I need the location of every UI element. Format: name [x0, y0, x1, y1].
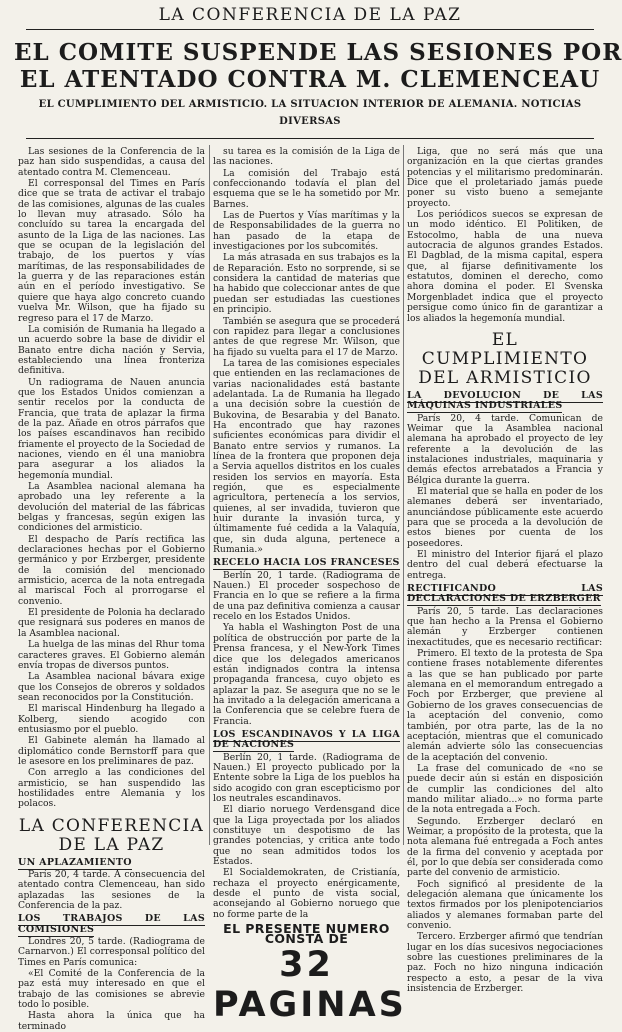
article-paragraph: Hasta ahora la única que ha terminado: [18, 1010, 205, 1032]
page-count-notice-line: EL PRESENTE NUMERO CONSTA DE: [223, 921, 390, 947]
article-paragraph: París 20, 4 tarde. A consecuencia del atentado contra Clemenceau, han sido aplazadas las sesiones de la Conferencia de la paz.: [18, 869, 205, 912]
headline-line-1: EL COMITE SUSPENDE LAS SESIONES POR: [14, 39, 622, 66]
subheading: LOS TRABAJOS DE LAS COMISIONES: [18, 913, 205, 935]
article-paragraph: Tercero. Erzberger afirmó que tendrían lugar en los días sucesivos negociaciones sobre las cuestiones preliminares de la paz. Foch no hizo ninguna indicación respecto a esto, a pesar de la viva insistencia de Erzberger.: [407, 931, 603, 995]
article-paragraph: La comisión del Trabajo está confeccionando todavía el plan del esquema que se le ha sometido por Mr. Barnes.: [213, 167, 400, 210]
article-paragraph: El Socialdemokraten, de Cristianía, rechaza el proyecto enérgicamente, desde el punto de vista social, aconsejando al Gobierno noruego que no forme parte de la: [213, 867, 400, 920]
article-paragraph: Foch significó al presidente de la delegación alemana que únicamente los textos firmados por los plenipotenciarios aliados y alemanes formaban parte del convenio.: [407, 878, 603, 932]
article-paragraph: Las sesiones de la Conferencia de la paz han sido suspendidas, a causa del atentado contra M. Clemenceau.: [18, 146, 205, 178]
article-paragraph: Con arreglo a las condiciones del armisticio, se han suspendido las hostilidades entre Alemania y los polacos.: [18, 767, 205, 810]
section-kicker: LA CONFERENCIA DE LA PAZ: [158, 5, 462, 25]
article-paragraph: El diario noruego Verdensgand dice que la Liga proyectada por los aliados constituye un despotismo de las grandes potencias, y critica ante todo que no sean admitidos todos los Estados.: [213, 804, 400, 868]
subheading: LA DEVOLUCION DE LAS MÁQUINAS INDUSTRIALES: [407, 389, 603, 412]
section-title: EL CUMPLIMIENTO DEL ARMISTICIO: [418, 329, 592, 388]
column-3: [407, 146, 603, 995]
article-paragraph: su tarea es la comisión de la Liga de las naciones.: [213, 146, 400, 168]
deck-rule: [26, 138, 594, 139]
article-paragraph: También se asegura que se procederá con rapidez para llegar a conclusiones antes de que regrese Mr. Wilson, que ha fijado su vuelta para el 17 de Marzo.: [213, 315, 400, 358]
article-paragraph: París 20, 5 tarde. Las declaraciones que han hecho a la Prensa el Gobierno alemán y Erzberger contienen inexactitudes, que es necesario rectificar:: [407, 605, 603, 648]
article-paragraph: «El Comité de la Conferencia de la paz está muy interesado en que el trabajo de las comisiones se abrevie todo lo posible.: [18, 968, 205, 1011]
subheading: LOS ESCANDINAVOS Y LA LIGA DE NACIONES: [213, 728, 400, 751]
article-paragraph: Liga, que no será más que una organización en la que ciertas grandes potencias y el militarismo predominarán. Dice que el proletariado jamás puede poner su visto bueno a semejante proyecto.: [407, 146, 603, 209]
headline-line-2: EL ATENTADO CONTRA M. CLEMENCEAU: [19, 66, 601, 93]
column-separator: [209, 145, 210, 845]
article-paragraph: Primero. El texto de la protesta de Spa contiene frases notablemente diferentes a las que se han publicado por parte alemana en el memorandum entregado a Foch por Erzberger, que previene al Gobierno de los graves consecuencias de la aceptación del convenio, como también, por otra parte, las de la no aceptación, mientras que el comunicado alemán advierte sólo las consecuencias de la aceptación del convenio.: [407, 648, 603, 763]
column-2: [213, 146, 407, 1025]
page-count-notice-number: 32 PAGINAS: [213, 944, 407, 1025]
article-paragraph: Las de Puertos y Vías marítimas y la de Responsabilidades de la guerra no han pasado de la etapa de investigaciones por los subcomités.: [213, 210, 400, 253]
page-count-notice: [213, 921, 407, 1025]
article-paragraph: Londres 20, 5 tarde. (Radiograma de Carnarvon.) El corresponsal político del Times en París comunica:: [18, 936, 205, 968]
kicker-rule: [26, 29, 594, 30]
article-paragraph: La Asamblea nacional alemana ha aprobado una ley referente a la devolución del material de las fábricas belgas y francesas, según exigen las condiciones del armisticio.: [18, 481, 205, 534]
column-1: [18, 146, 205, 1032]
article-paragraph: El material que se halla en poder de los alemanes deberá ser inventariado, anunciándose públicamente este acuerdo para que se proceda a la devolución de estos bienes por cuenta de los poseedores.: [407, 485, 603, 549]
article-paragraph: El presidente de Polonia ha declarado que resignará sus poderes en manos de la Asamblea nacional.: [18, 607, 205, 639]
article-paragraph: París 20, 4 tarde. Comunican de Weimar que la Asamblea nacional alemana ha aprobado el proyecto de ley referente a la devolución de las instalaciones industriales, maquinaria y demás efectos arrebatados a Francia y Bélgica durante la guerra.: [407, 412, 603, 486]
deck-subheadline: EL CUMPLIMIENTO DEL ARMISTICIO. LA SITUACION INTERIOR DE ALEMANIA. NOTICIAS DIVERSAS: [38, 99, 582, 127]
article-paragraph: Los periódicos suecos se expresan de un modo idéntico. El Politiken, de Estocolmo, habla de una nueva autocracia de algunos grandes Estados. El Dagblad, de la misma capital, espera que, al fijarse definitivamente los estatutos, dominen el derecho, como ahora domina el poder. El Svenska Morgenbladet indica que el proyecto persigue como único fin de garantizar a los aliados la hegemonía mundial.: [407, 209, 603, 324]
article-paragraph: La huelga de las minas del Rhur toma caracteres graves. El Gobierno alemán envía tropas de diversos puntos.: [18, 639, 205, 671]
article-paragraph: El ministro del Interior fijará el plazo dentro del cual deberá efectuarse la entrega.: [407, 549, 603, 581]
article-paragraph: Berlín 20, 1 tarde. (Radiograma de Nauen.) El proyecto publicado por la Entente sobre la Liga de los pueblos ha sido acogido con gran escepticismo por los neutrales escandinavos.: [213, 751, 400, 804]
article-paragraph: La frase del comunicado de «no se puede decir aún si están en disposición de cumplir las condiciones del alto mando militar aliado...» no forma parte de la nota entregada a Foch.: [407, 762, 603, 816]
article-paragraph: Ya habla el Washington Post de una política de obstrucción por parte de la Prensa francesa, y el New-York Times dice que los delegados americanos están indignados contra la intensa propaganda francesa, cuyo objeto es aplazar la paz. Se asegura que no se le ha invitado a la delegación americana a la Conferencia que se celebre fuera de Francia.: [213, 622, 400, 727]
article-paragraph: Un radiograma de Nauen anuncia que los Estados Unidos comienzan a sentir recelos por la conducta de Francia, que trata de aplazar la firma de la paz. Añade en otros párrafos que los países escandinavos han recibido friamente el proyecto de la Sociedad de naciones, viendo en él una maniobra para asegurar a los aliados la hegemonía mundial.: [18, 376, 205, 481]
article-paragraph: La Asamblea nacional bávara exige que los Consejos de obreros y soldados sean reconocidos por la Constitución.: [18, 671, 205, 703]
section-title: LA CONFERENCIA DE LA PAZ: [18, 815, 205, 855]
subheading: UN APLAZAMIENTO: [18, 856, 132, 868]
article-paragraph: La comisión de Rumania ha llegado a un acuerdo sobre la base de dividir el Banato entre dicha nación y Servia, estableciendo una línea fronteriza definitiva.: [18, 323, 205, 377]
column-separator: [403, 145, 404, 845]
article-paragraph: La más atrasada en sus trabajos es la de Reparación. Esto no sorprende, si se considera la cantidad de materias que ha habido que coleccionar antes de que puedan ser estudiadas las cuestiones en principio.: [213, 252, 400, 316]
article-paragraph: La tarea de las comisiones especiales que entienden en las reclamaciones de varias nacionalidades está bastante adelantada. La de Rumania ha llegado a una decisión sobre la cuestión de Bukovina, de Besarabia y del Banato. Ha encontrado que hay razones suficientes económicas para dividir el Banato entre servios y rumanos. La línea de la frontera que proponen deja a Servia aquellos distritos en los cuales residen los servios en mayoría. Esta región, que es especialmente agricultora, pertenecía a los servios, quienes, al ser invadida, tuvieron que huir durante la invasión turca, y últimamente fué cedida a la Valaquía, que, sin duda alguna, pertenece a Rumania.»: [213, 357, 400, 556]
article-paragraph: Berlín 20, 1 tarde. (Radiograma de Nauen.) El proceder sospechoso de Francia en lo que se refiere a la firma de una paz definitiva comienza a causar recelo en los Estados Unidos.: [213, 569, 400, 623]
subheading: RECTIFICANDO LAS DECLARACIONES DE ERZBERGER: [407, 583, 603, 605]
article-paragraph: El mariscal Hindenburg ha llegado a Kolberg, siendo acogido con entusiasmo por el pueblo.: [18, 703, 205, 735]
article-paragraph: Segundo. Erzberger declaró en Weimar, a propósito de la protesta, que la nota alemana fué entregada a Foch antes de la firma del convenio y aceptada por él, por lo que debía ser considerada como parte del convenio de armisticio.: [407, 815, 603, 879]
article-paragraph: El Gabinete alemán ha llamado al diplomático conde Bernstorff para que le asesore en los preliminares de paz.: [18, 735, 205, 767]
article-paragraph: El despacho de París rectifica las declaraciones hechas por el Gobierno germánico y por Erzberger, presidente de la comisión del mencionado armisticio, acerca de la nota entregada al mariscal Foch al prorrogarse el convenio.: [18, 533, 205, 607]
article-paragraph: El corresponsal del Times en París dice que se trata de activar el trabajo de las comisiones, algunas de las cuales lo llevan muy atrasado. Sólo ha concluído su tarea la encargada del asunto de la Liga de las naciones. Las que se ocupan de la legislación del trabajo, de los puertos y vías marítimas, de las responsabilidades de la guerra y de las reparaciones están aún en el período investigativo. Se quiere que haya algo concreto cuando vuelva Mr. Wilson, que ha fijado su regreso para el 17 de Marzo.: [18, 178, 205, 324]
subheading: RECELO HACIA LOS FRANCESES: [213, 557, 400, 569]
